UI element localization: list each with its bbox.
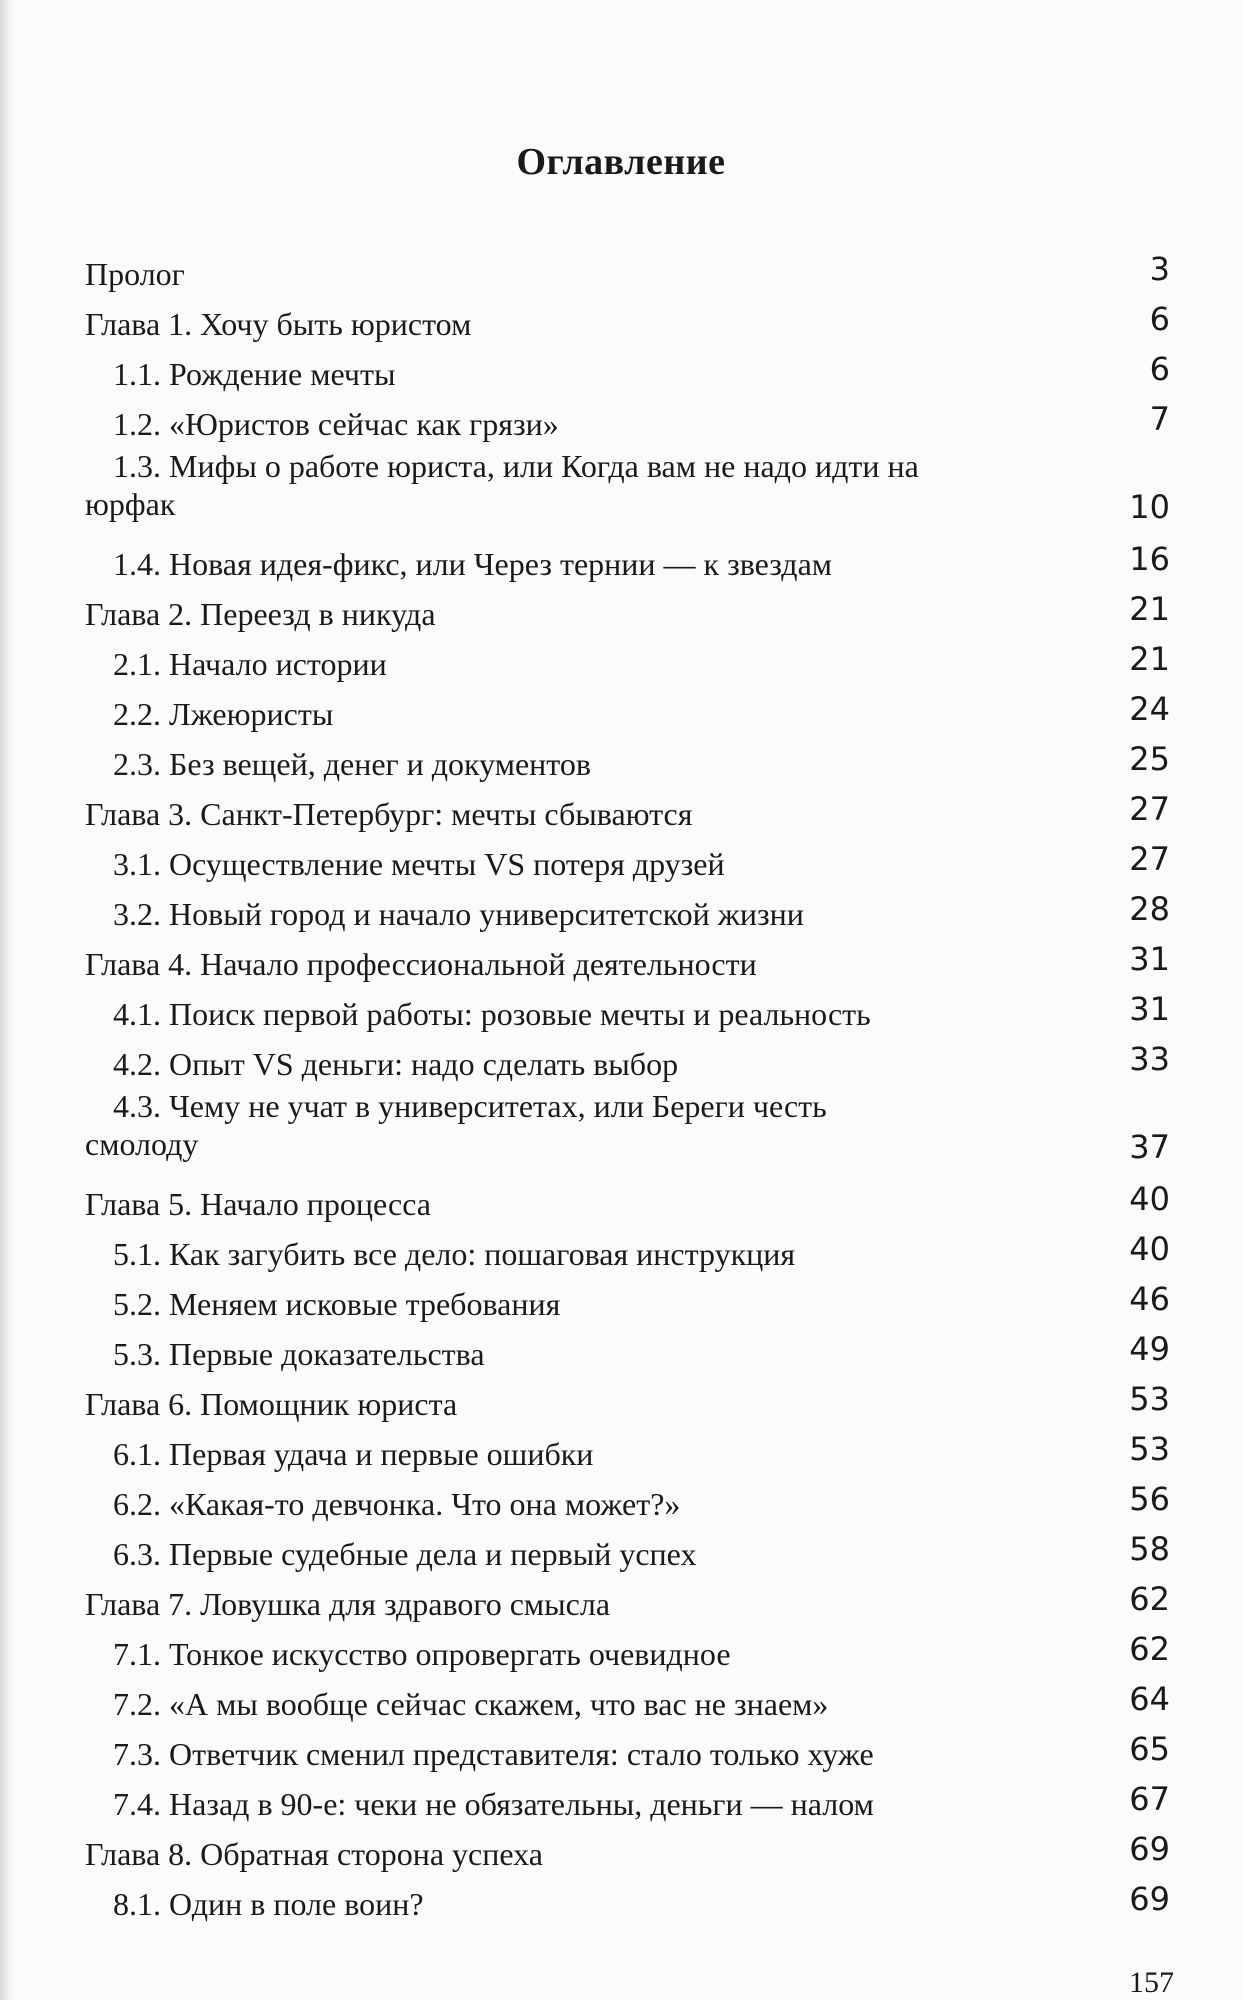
toc-entry-text: Глава 7. Ловушка для здравого смысла <box>85 1586 611 1622</box>
toc-entry-title <box>113 1885 1033 1923</box>
toc-entry-text-continued: смолоду <box>85 1126 199 1162</box>
page-edge-shadow <box>0 0 16 2000</box>
toc-entry-text: 1.3. Мифы о работе юриста, или Когда вам не надо идти на <box>113 448 919 484</box>
toc-entry-text: 3.2. Новый город и начало университетской жизни <box>113 896 804 932</box>
toc-entry-text: Глава 6. Помощник юриста <box>85 1386 458 1422</box>
toc-entry <box>85 1527 1170 1577</box>
toc-entry-page-number: 6 <box>1149 300 1170 338</box>
toc-entry-title <box>85 795 1005 833</box>
toc-entry-page-number: 53 <box>1129 1430 1170 1468</box>
toc-entry-page-number: 27 <box>1129 790 1170 828</box>
toc-entry-title <box>113 1335 1033 1373</box>
toc-entry-text: 2.1. Начало истории <box>113 646 387 682</box>
toc-entry-page-number: 53 <box>1129 1380 1170 1418</box>
toc-entry-text: Глава 5. Начало процесса <box>85 1186 431 1222</box>
toc-entry-title <box>85 255 1005 293</box>
toc-entry <box>85 787 1170 837</box>
toc-entry <box>85 1577 1170 1627</box>
toc-entry-title <box>113 1685 1033 1723</box>
toc-entry-page-number: 62 <box>1129 1580 1170 1618</box>
toc-entry-page-number: 28 <box>1129 890 1170 928</box>
toc-entry-text: 7.4. Назад в 90-е: чеки не обязательны, деньги — налом <box>113 1786 874 1822</box>
toc-entry <box>85 447 1170 537</box>
toc-entry-page-number: 21 <box>1129 590 1170 628</box>
toc-entry-title <box>113 645 1033 683</box>
toc-entry-title <box>85 1835 1005 1873</box>
toc-entry <box>85 887 1170 937</box>
toc-entry-page-number: 24 <box>1129 690 1170 728</box>
toc-entry-text: 3.1. Осуществление мечты VS потеря друзей <box>113 846 725 882</box>
table-of-contents <box>85 247 1170 1927</box>
toc-entry-page-number: 10 <box>1129 488 1170 526</box>
toc-entry-title <box>85 945 1005 983</box>
toc-entry-page-number: 49 <box>1129 1330 1170 1368</box>
toc-entry-title <box>85 595 1005 633</box>
toc-entry <box>85 1727 1170 1777</box>
toc-entry-text: 6.2. «Какая-то девчонка. Что она может?» <box>113 1486 681 1522</box>
toc-entry-text: 6.1. Первая удача и первые ошибки <box>113 1436 594 1472</box>
toc-entry-title <box>113 405 1033 443</box>
toc-entry-page-number: 37 <box>1129 1128 1170 1166</box>
toc-entry-title <box>113 1285 1033 1323</box>
toc-entry-text: 1.4. Новая идея-фикс, или Через тернии — к звездам <box>113 546 833 582</box>
toc-entry-text: 5.2. Меняем исковые требования <box>113 1286 561 1322</box>
toc-entry-page-number: 46 <box>1129 1280 1170 1318</box>
toc-entry-title <box>85 1185 1005 1223</box>
toc-entry-title <box>85 305 1005 343</box>
toc-entry-page-number: 40 <box>1129 1230 1170 1268</box>
toc-entry <box>85 1627 1170 1677</box>
toc-entry <box>85 1177 1170 1227</box>
toc-entry-page-number: 21 <box>1129 640 1170 678</box>
toc-entry-page-number: 33 <box>1129 1040 1170 1078</box>
toc-entry-page-number: 69 <box>1129 1880 1170 1918</box>
toc-entry <box>85 1087 1170 1177</box>
toc-entry <box>85 1777 1170 1827</box>
toc-entry-text: 7.3. Ответчик сменил представителя: стало только хуже <box>113 1736 874 1772</box>
toc-entry <box>85 1677 1170 1727</box>
toc-entry-text: 2.2. Лжеюристы <box>113 696 334 732</box>
toc-entry-text: Глава 2. Переезд в никуда <box>85 596 436 632</box>
toc-entry-title <box>113 1635 1033 1673</box>
toc-entry-page-number: 69 <box>1129 1830 1170 1868</box>
toc-entry-title <box>113 1435 1033 1473</box>
toc-entry <box>85 687 1170 737</box>
toc-entry-text: 2.3. Без вещей, денег и документов <box>113 746 591 782</box>
toc-entry-text: 5.3. Первые доказательства <box>113 1336 485 1372</box>
toc-entry <box>85 1037 1170 1087</box>
toc-entry-title <box>113 545 1033 583</box>
toc-entry-page-number: 31 <box>1129 990 1170 1028</box>
toc-entry <box>85 397 1170 447</box>
toc-entry-page-number: 7 <box>1149 400 1170 438</box>
toc-entry <box>85 247 1170 297</box>
toc-entry-title <box>85 447 1033 523</box>
toc-entry-text: 1.2. «Юристов сейчас как грязи» <box>113 406 559 442</box>
toc-entry <box>85 637 1170 687</box>
toc-entry-title <box>113 1735 1033 1773</box>
page-number: 157 <box>1129 1966 1174 1999</box>
toc-entry-page-number: 16 <box>1129 540 1170 578</box>
toc-entry-text: 1.1. Рождение мечты <box>113 356 396 392</box>
toc-entry-text-continued: юрфак <box>85 486 176 522</box>
toc-entry-text: Пролог <box>85 256 185 292</box>
toc-entry-text: 7.1. Тонкое искусство опровергать очевидное <box>113 1636 731 1672</box>
toc-entry <box>85 347 1170 397</box>
toc-entry-title <box>85 1385 1005 1423</box>
page-title: Оглавление <box>516 141 726 183</box>
toc-entry-title <box>113 1485 1033 1523</box>
toc-entry-page-number: 27 <box>1129 840 1170 878</box>
toc-entry-text: 4.3. Чему не учат в университетах, или Береги честь <box>113 1088 827 1124</box>
toc-entry <box>85 737 1170 787</box>
toc-entry-title <box>85 1585 1005 1623</box>
toc-entry-title <box>113 1045 1033 1083</box>
toc-entry-page-number: 31 <box>1129 940 1170 978</box>
toc-entry-text: 6.3. Первые судебные дела и первый успех <box>113 1536 697 1572</box>
toc-entry <box>85 1427 1170 1477</box>
toc-entry <box>85 987 1170 1037</box>
toc-entry-title <box>113 845 1033 883</box>
toc-entry-text: Глава 3. Санкт-Петербург: мечты сбываются <box>85 796 693 832</box>
toc-entry <box>85 937 1170 987</box>
toc-entry <box>85 1377 1170 1427</box>
toc-entry <box>85 537 1170 587</box>
toc-entry <box>85 1827 1170 1877</box>
toc-entry-title <box>113 355 1033 393</box>
toc-entry-text: 4.2. Опыт VS деньги: надо сделать выбор <box>113 1046 679 1082</box>
toc-entry-title <box>85 1087 1033 1163</box>
toc-entry-text: 8.1. Один в поле воин? <box>113 1886 424 1922</box>
toc-entry <box>85 1277 1170 1327</box>
toc-entry-title <box>113 745 1033 783</box>
toc-entry-page-number: 58 <box>1129 1530 1170 1568</box>
toc-entry-text: Глава 1. Хочу быть юристом <box>85 306 472 342</box>
toc-entry-page-number: 3 <box>1149 250 1170 288</box>
toc-entry-title <box>113 1785 1033 1823</box>
toc-entry <box>85 837 1170 887</box>
toc-entry-page-number: 64 <box>1129 1680 1170 1718</box>
toc-entry <box>85 1877 1170 1927</box>
toc-entry <box>85 1327 1170 1377</box>
toc-entry <box>85 297 1170 347</box>
toc-entry-title <box>113 995 1033 1033</box>
toc-entry-title <box>113 1235 1033 1273</box>
toc-entry <box>85 587 1170 637</box>
toc-entry-title <box>113 695 1033 733</box>
toc-entry-title <box>113 1535 1033 1573</box>
toc-entry-text: 5.1. Как загубить все дело: пошаговая инструкция <box>113 1236 796 1272</box>
toc-entry-title <box>113 895 1033 933</box>
toc-entry-text: Глава 8. Обратная сторона успеха <box>85 1836 543 1872</box>
toc-entry-page-number: 25 <box>1129 740 1170 778</box>
toc-entry-page-number: 62 <box>1129 1630 1170 1668</box>
toc-entry-page-number: 65 <box>1129 1730 1170 1768</box>
toc-entry-text: Глава 4. Начало профессиональной деятельности <box>85 946 757 982</box>
toc-entry-text: 7.2. «А мы вообще сейчас скажем, что вас не знаем» <box>113 1686 829 1722</box>
toc-entry-page-number: 56 <box>1129 1480 1170 1518</box>
toc-entry-page-number: 40 <box>1129 1180 1170 1218</box>
toc-entry-page-number: 67 <box>1129 1780 1170 1818</box>
toc-entry <box>85 1227 1170 1277</box>
toc-entry <box>85 1477 1170 1527</box>
toc-entry-text: 4.1. Поиск первой работы: розовые мечты и реальность <box>113 996 871 1032</box>
toc-entry-page-number: 6 <box>1149 350 1170 388</box>
